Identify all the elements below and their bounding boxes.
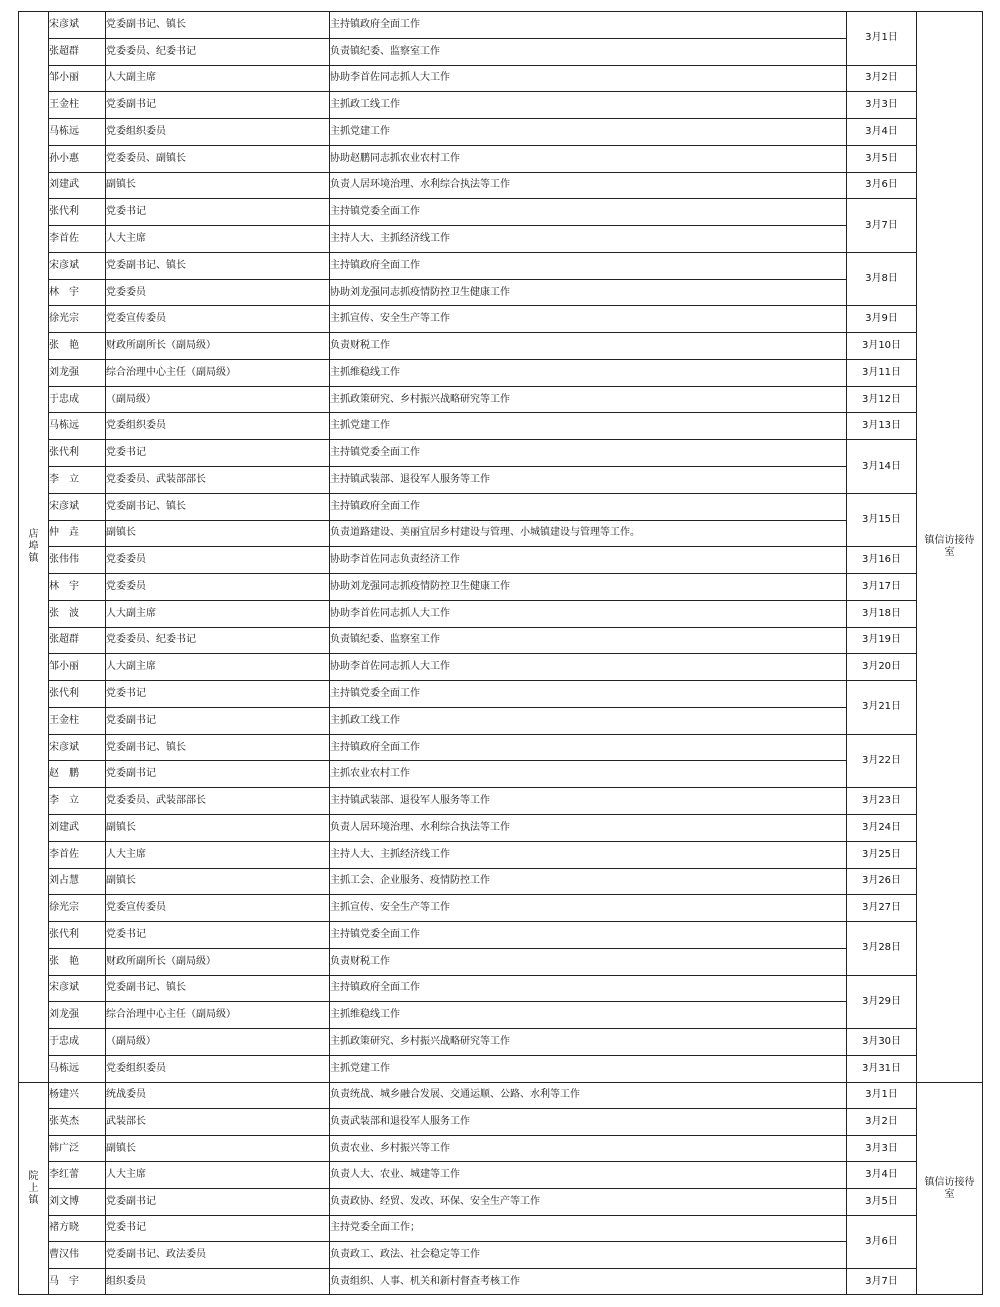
official-post: 党委副书记 bbox=[106, 761, 330, 788]
table-row bbox=[19, 1029, 983, 1056]
table-row bbox=[19, 119, 983, 146]
official-post: 党委副书记、镇长 bbox=[106, 975, 330, 1002]
table-row bbox=[19, 948, 983, 975]
duty-date: 3月15日 bbox=[847, 493, 917, 547]
official-name: 韩广泛 bbox=[49, 1135, 106, 1162]
official-name: 王金柱 bbox=[49, 707, 106, 734]
official-duty: 负责人居环境治理、水利综合执法等工作 bbox=[330, 814, 847, 841]
official-duty: 主持镇武装部、退役军人服务等工作 bbox=[330, 788, 847, 815]
official-name: 张伟伟 bbox=[49, 547, 106, 574]
duty-date: 3月6日 bbox=[847, 172, 917, 199]
official-duty: 负责统战、城乡融合发展、交通运顺、公路、水利等工作 bbox=[330, 1082, 847, 1109]
official-duty: 主持人大、主抓经济线工作 bbox=[330, 841, 847, 868]
duty-date: 3月3日 bbox=[847, 1135, 917, 1162]
official-name: 刘龙强 bbox=[49, 359, 106, 386]
duty-schedule-table bbox=[18, 11, 983, 1295]
official-duty: 主抓党建工作 bbox=[330, 119, 847, 146]
official-name: 张 艳 bbox=[49, 333, 106, 360]
official-post: 党委副书记、政法委员 bbox=[106, 1242, 330, 1269]
table-row bbox=[19, 1215, 983, 1242]
official-post: （副局级） bbox=[106, 1029, 330, 1056]
town-name: 院上镇 bbox=[28, 1170, 39, 1206]
official-duty: 主抓宣传、安全生产等工作 bbox=[330, 306, 847, 333]
reception-location: 镇信访接待室 bbox=[924, 1176, 975, 1200]
official-name: 于忠成 bbox=[49, 386, 106, 413]
official-post: 党委组织委员 bbox=[106, 413, 330, 440]
official-name: 刘文博 bbox=[49, 1189, 106, 1216]
official-post: 党委书记 bbox=[106, 681, 330, 708]
town-name-cell bbox=[19, 1082, 49, 1295]
official-duty: 主持镇政府全面工作 bbox=[330, 734, 847, 761]
official-post: 综合治理中心主任（副局级） bbox=[106, 1002, 330, 1029]
official-duty: 主抓政策研究、乡村振兴战略研究等工作 bbox=[330, 1029, 847, 1056]
official-duty: 负责政工、政法、社会稳定等工作 bbox=[330, 1242, 847, 1269]
official-name: 李 立 bbox=[49, 788, 106, 815]
official-post: 党委书记 bbox=[106, 1215, 330, 1242]
official-post: 党委委员、纪委书记 bbox=[106, 627, 330, 654]
official-post: 人大主席 bbox=[106, 1162, 330, 1189]
table-row bbox=[19, 707, 983, 734]
official-name: 李红蕾 bbox=[49, 1162, 106, 1189]
duty-date: 3月14日 bbox=[847, 440, 917, 494]
table-row bbox=[19, 814, 983, 841]
table-row bbox=[19, 38, 983, 65]
table-row bbox=[19, 226, 983, 253]
official-duty: 负责财税工作 bbox=[330, 333, 847, 360]
official-post: 党委委员、副镇长 bbox=[106, 145, 330, 172]
duty-date: 3月17日 bbox=[847, 574, 917, 601]
official-post: 党委宣传委员 bbox=[106, 306, 330, 333]
table-row bbox=[19, 654, 983, 681]
official-name: 张 艳 bbox=[49, 948, 106, 975]
table-row bbox=[19, 1189, 983, 1216]
official-post: 组织委员 bbox=[106, 1268, 330, 1295]
official-name: 林 宇 bbox=[49, 574, 106, 601]
table-row bbox=[19, 306, 983, 333]
official-name: 褚方晓 bbox=[49, 1215, 106, 1242]
official-post: 副镇长 bbox=[106, 814, 330, 841]
official-name: 张代利 bbox=[49, 440, 106, 467]
table-row bbox=[19, 922, 983, 949]
table-row bbox=[19, 1055, 983, 1082]
official-post: 党委书记 bbox=[106, 922, 330, 949]
official-post: 副镇长 bbox=[106, 868, 330, 895]
duty-date: 3月1日 bbox=[847, 1082, 917, 1109]
table-row bbox=[19, 359, 983, 386]
official-duty: 主持镇党委全面工作 bbox=[330, 681, 847, 708]
official-name: 孙小惠 bbox=[49, 145, 106, 172]
official-duty: 负责组织、人事、机关和新村督查考核工作 bbox=[330, 1268, 847, 1295]
official-post: 党委副书记 bbox=[106, 707, 330, 734]
official-post: 人大副主席 bbox=[106, 654, 330, 681]
table-row bbox=[19, 467, 983, 494]
official-duty: 主持镇政府全面工作 bbox=[330, 975, 847, 1002]
official-duty: 负责人居环境治理、水利综合执法等工作 bbox=[330, 172, 847, 199]
official-duty: 负责财税工作 bbox=[330, 948, 847, 975]
duty-date: 3月4日 bbox=[847, 1162, 917, 1189]
table-row bbox=[19, 440, 983, 467]
duty-date: 3月13日 bbox=[847, 413, 917, 440]
official-name: 刘建武 bbox=[49, 172, 106, 199]
duty-date: 3月24日 bbox=[847, 814, 917, 841]
official-post: 党委书记 bbox=[106, 440, 330, 467]
official-post: 党委书记 bbox=[106, 199, 330, 226]
official-name: 宋彦斌 bbox=[49, 493, 106, 520]
duty-date: 3月8日 bbox=[847, 252, 917, 306]
official-name: 王金柱 bbox=[49, 92, 106, 119]
table-row bbox=[19, 788, 983, 815]
official-duty: 负责道路建设、美丽宜居乡村建设与管理、小城镇建设与管理等工作。 bbox=[330, 520, 847, 547]
table-row bbox=[19, 1135, 983, 1162]
official-name: 张代利 bbox=[49, 922, 106, 949]
official-post: 副镇长 bbox=[106, 520, 330, 547]
official-name: 徐光宗 bbox=[49, 306, 106, 333]
official-duty: 主持镇党委全面工作 bbox=[330, 199, 847, 226]
official-post: 副镇长 bbox=[106, 172, 330, 199]
table-row bbox=[19, 386, 983, 413]
official-name: 刘龙强 bbox=[49, 1002, 106, 1029]
official-post: 人大副主席 bbox=[106, 600, 330, 627]
official-post: 财政所副所长（副局级） bbox=[106, 333, 330, 360]
reception-location: 镇信访接待室 bbox=[924, 534, 975, 558]
table-row bbox=[19, 868, 983, 895]
official-name: 张超群 bbox=[49, 627, 106, 654]
town-name-cell bbox=[19, 12, 49, 1083]
duty-date: 3月27日 bbox=[847, 895, 917, 922]
official-duty: 协助李首佐同志负责经济工作 bbox=[330, 547, 847, 574]
table-row bbox=[19, 1162, 983, 1189]
table-row bbox=[19, 333, 983, 360]
official-name: 张超群 bbox=[49, 38, 106, 65]
official-name: 刘建武 bbox=[49, 814, 106, 841]
official-duty: 主抓政工线工作 bbox=[330, 92, 847, 119]
official-post: 统战委员 bbox=[106, 1082, 330, 1109]
duty-date: 3月23日 bbox=[847, 788, 917, 815]
official-post: 党委委员、武装部部长 bbox=[106, 467, 330, 494]
table-row bbox=[19, 413, 983, 440]
section-yuanshang bbox=[19, 1082, 983, 1295]
duty-date: 3月31日 bbox=[847, 1055, 917, 1082]
duty-date: 3月7日 bbox=[847, 1268, 917, 1295]
official-name: 赵 鹏 bbox=[49, 761, 106, 788]
official-duty: 主持镇政府全面工作 bbox=[330, 493, 847, 520]
official-duty: 主抓政工线工作 bbox=[330, 707, 847, 734]
duty-date: 3月5日 bbox=[847, 145, 917, 172]
duty-date: 3月25日 bbox=[847, 841, 917, 868]
official-post: 党委副书记、镇长 bbox=[106, 734, 330, 761]
official-duty: 负责武装部和退役军人服务工作 bbox=[330, 1109, 847, 1136]
official-post: 副镇长 bbox=[106, 1135, 330, 1162]
official-name: 宋彦斌 bbox=[49, 252, 106, 279]
official-name: 马栋远 bbox=[49, 1055, 106, 1082]
official-duty: 主抓政策研究、乡村振兴战略研究等工作 bbox=[330, 386, 847, 413]
official-post: 党委组织委员 bbox=[106, 1055, 330, 1082]
table-row bbox=[19, 145, 983, 172]
official-post: 党委副书记 bbox=[106, 92, 330, 119]
official-name: 张英杰 bbox=[49, 1109, 106, 1136]
official-name: 宋彦斌 bbox=[49, 12, 106, 39]
table-row bbox=[19, 12, 983, 39]
official-post: 党委委员、武装部部长 bbox=[106, 788, 330, 815]
duty-date: 3月30日 bbox=[847, 1029, 917, 1056]
table-row bbox=[19, 734, 983, 761]
town-name: 店埠镇 bbox=[28, 528, 39, 564]
official-post: 人大主席 bbox=[106, 841, 330, 868]
duty-date: 3月16日 bbox=[847, 547, 917, 574]
official-duty: 协助刘龙强同志抓疫情防控卫生健康工作 bbox=[330, 279, 847, 306]
reception-location-cell bbox=[917, 1082, 983, 1295]
official-post: 党委委员、纪委书记 bbox=[106, 38, 330, 65]
official-duty: 负责镇纪委、监察室工作 bbox=[330, 627, 847, 654]
duty-date: 3月2日 bbox=[847, 1109, 917, 1136]
duty-date: 3月1日 bbox=[847, 12, 917, 66]
duty-date: 3月5日 bbox=[847, 1189, 917, 1216]
official-duty: 负责人大、农业、城建等工作 bbox=[330, 1162, 847, 1189]
official-post: 武装部长 bbox=[106, 1109, 330, 1136]
official-post: 党委宣传委员 bbox=[106, 895, 330, 922]
duty-date: 3月2日 bbox=[847, 65, 917, 92]
table-row bbox=[19, 1109, 983, 1136]
official-name: 于忠成 bbox=[49, 1029, 106, 1056]
official-duty: 主持镇党委全面工作 bbox=[330, 440, 847, 467]
official-duty: 主抓农业农村工作 bbox=[330, 761, 847, 788]
official-name: 张代利 bbox=[49, 681, 106, 708]
reception-location-cell bbox=[917, 12, 983, 1083]
table-row bbox=[19, 199, 983, 226]
official-name: 马 宇 bbox=[49, 1268, 106, 1295]
official-post: 党委委员 bbox=[106, 279, 330, 306]
table-row bbox=[19, 761, 983, 788]
duty-date: 3月19日 bbox=[847, 627, 917, 654]
duty-date: 3月3日 bbox=[847, 92, 917, 119]
official-name: 马栋远 bbox=[49, 119, 106, 146]
table-row bbox=[19, 895, 983, 922]
table-row bbox=[19, 681, 983, 708]
official-name: 杨建兴 bbox=[49, 1082, 106, 1109]
official-post: 综合治理中心主任（副局级） bbox=[106, 359, 330, 386]
official-duty: 主抓党建工作 bbox=[330, 1055, 847, 1082]
official-post: （副局级） bbox=[106, 386, 330, 413]
official-post: 党委副书记、镇长 bbox=[106, 252, 330, 279]
table-row bbox=[19, 1268, 983, 1295]
section-dianbu bbox=[19, 12, 983, 1083]
official-duty: 协助赵鹏同志抓农业农村工作 bbox=[330, 145, 847, 172]
official-duty: 主持镇党委全面工作 bbox=[330, 922, 847, 949]
duty-date: 3月18日 bbox=[847, 600, 917, 627]
official-duty: 协助李首佐同志抓人大工作 bbox=[330, 65, 847, 92]
official-duty: 主持人大、主抓经济线工作 bbox=[330, 226, 847, 253]
official-name: 李首佐 bbox=[49, 841, 106, 868]
table-row bbox=[19, 65, 983, 92]
table-row bbox=[19, 92, 983, 119]
official-duty: 主持党委全面工作； bbox=[330, 1215, 847, 1242]
duty-date: 3月28日 bbox=[847, 922, 917, 976]
table-row bbox=[19, 1002, 983, 1029]
table-row bbox=[19, 574, 983, 601]
table-row bbox=[19, 600, 983, 627]
official-duty: 主抓党建工作 bbox=[330, 413, 847, 440]
duty-date: 3月10日 bbox=[847, 333, 917, 360]
official-post: 党委委员 bbox=[106, 547, 330, 574]
official-duty: 主抓维稳线工作 bbox=[330, 1002, 847, 1029]
official-post: 财政所副所长（副局级） bbox=[106, 948, 330, 975]
official-name: 李首佐 bbox=[49, 226, 106, 253]
official-post: 党委副书记、镇长 bbox=[106, 493, 330, 520]
official-name: 林 宇 bbox=[49, 279, 106, 306]
official-name: 刘占慧 bbox=[49, 868, 106, 895]
table-row bbox=[19, 1242, 983, 1269]
duty-date: 3月4日 bbox=[847, 119, 917, 146]
official-duty: 主持镇政府全面工作 bbox=[330, 12, 847, 39]
duty-date: 3月11日 bbox=[847, 359, 917, 386]
official-duty: 主持镇政府全面工作 bbox=[330, 252, 847, 279]
official-duty: 主抓宣传、安全生产等工作 bbox=[330, 895, 847, 922]
official-name: 李 立 bbox=[49, 467, 106, 494]
official-post: 党委组织委员 bbox=[106, 119, 330, 146]
duty-date: 3月12日 bbox=[847, 386, 917, 413]
official-name: 宋彦斌 bbox=[49, 975, 106, 1002]
official-name: 马栋远 bbox=[49, 413, 106, 440]
table-row bbox=[19, 975, 983, 1002]
table-row bbox=[19, 1082, 983, 1109]
duty-date: 3月21日 bbox=[847, 681, 917, 735]
official-post: 党委委员 bbox=[106, 574, 330, 601]
table-row bbox=[19, 841, 983, 868]
table-row bbox=[19, 252, 983, 279]
official-name: 张代利 bbox=[49, 199, 106, 226]
official-name: 邹小丽 bbox=[49, 65, 106, 92]
duty-date: 3月26日 bbox=[847, 868, 917, 895]
official-name: 宋彦斌 bbox=[49, 734, 106, 761]
table-row bbox=[19, 627, 983, 654]
table-row bbox=[19, 172, 983, 199]
official-post: 人大主席 bbox=[106, 226, 330, 253]
official-post: 党委副书记 bbox=[106, 1189, 330, 1216]
table-row bbox=[19, 520, 983, 547]
official-name: 张 波 bbox=[49, 600, 106, 627]
official-duty: 协助李首佐同志抓人大工作 bbox=[330, 654, 847, 681]
official-duty: 主抓维稳线工作 bbox=[330, 359, 847, 386]
duty-date: 3月22日 bbox=[847, 734, 917, 788]
table-row bbox=[19, 279, 983, 306]
official-name: 徐光宗 bbox=[49, 895, 106, 922]
official-duty: 协助李首佐同志抓人大工作 bbox=[330, 600, 847, 627]
official-name: 邹小丽 bbox=[49, 654, 106, 681]
official-duty: 负责政协、经贸、发改、环保、安全生产等工作 bbox=[330, 1189, 847, 1216]
duty-date: 3月20日 bbox=[847, 654, 917, 681]
duty-date: 3月9日 bbox=[847, 306, 917, 333]
table-row bbox=[19, 547, 983, 574]
duty-date: 3月7日 bbox=[847, 199, 917, 253]
official-name: 曹汉伟 bbox=[49, 1242, 106, 1269]
official-duty: 主抓工会、企业服务、疫情防控工作 bbox=[330, 868, 847, 895]
official-duty: 负责镇纪委、监察室工作 bbox=[330, 38, 847, 65]
official-duty: 协助刘龙强同志抓疫情防控卫生健康工作 bbox=[330, 574, 847, 601]
duty-date: 3月6日 bbox=[847, 1215, 917, 1268]
duty-date: 3月29日 bbox=[847, 975, 917, 1029]
official-duty: 负责农业、乡村振兴等工作 bbox=[330, 1135, 847, 1162]
table-row bbox=[19, 493, 983, 520]
official-post: 人大副主席 bbox=[106, 65, 330, 92]
official-name: 仲 垚 bbox=[49, 520, 106, 547]
official-duty: 主持镇武装部、退役军人服务等工作 bbox=[330, 467, 847, 494]
official-post: 党委副书记、镇长 bbox=[106, 12, 330, 39]
